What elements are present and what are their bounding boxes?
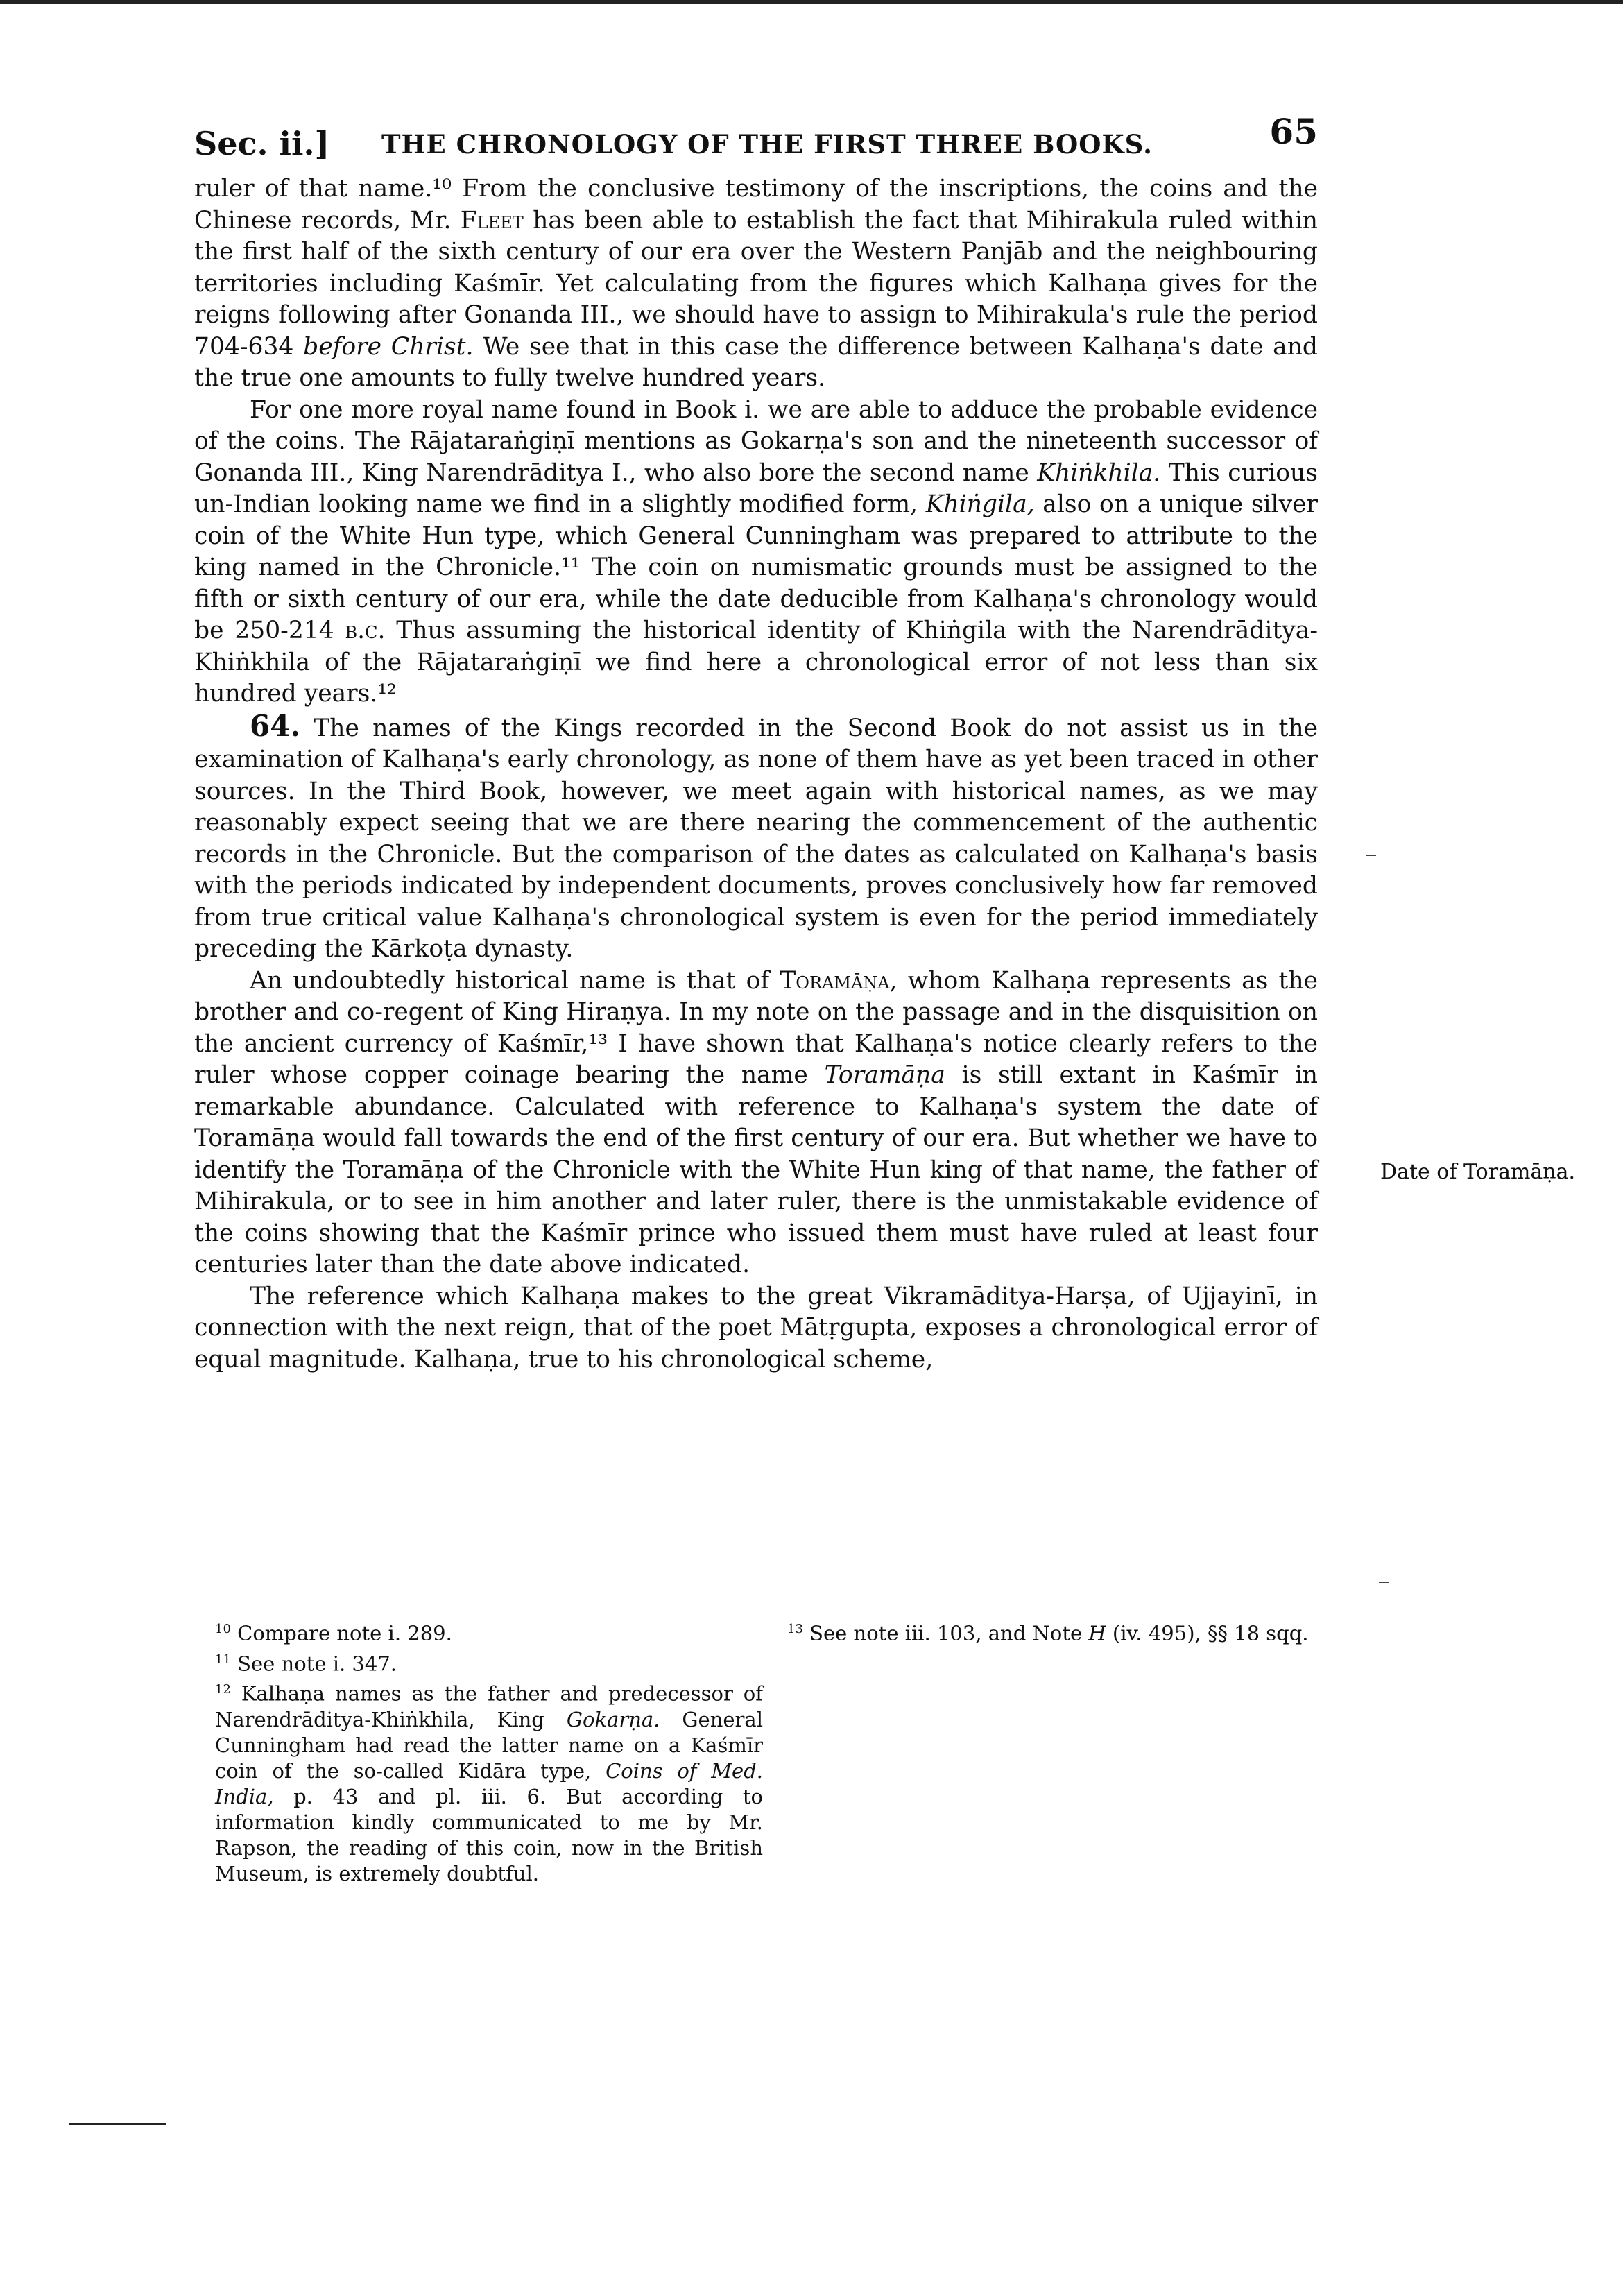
paragraph-64: [194, 710, 1318, 966]
era-abbrev: b.c.: [345, 617, 386, 644]
text-run: For one more royal name found in Book i. we are able to adduce the probable evidence of the coins. The Rājataraṅgiṇī mentions as Gokarṇa's son and the nineteenth successor of Gonanda III., King Narendrāditya I., who also bore the second name: [194, 395, 1318, 487]
margin-mark: [1379, 1582, 1389, 1583]
page-number: 65: [1269, 111, 1318, 152]
text-run: We see that in this case the difference between Kalhaṇa's date and the true one amounts to fully twelve hundred years.: [194, 332, 1318, 392]
text-run: , whom Kalhaṇa represents as the brother and co-regent of King Hiraṇya. In my note on the passage and in the disquisition on the ancient currency of Kaśmīr,¹³ I have shown that Kalhaṇa's notice clearly refers to the ruler whose copper coinage bearing the name: [194, 966, 1318, 1089]
text-run: is still extant in Kaśmīr in remarkable abundance. Calculated with reference to Kalhaṇa's system the date of Toramāṇa would fall towards the end of the first century of our era. But whether we have to identify the Toramāṇa of the Chronicle with the White Hun king of that name, the father of Mihirakula, or to see in him another and later ruler, there is the unmistakable evidence of the coins showing that the Kaśmīr prince who issued them must have ruled at least four centuries later than the date above indicated.: [194, 1061, 1318, 1278]
footnote-text: See note i. 347.: [230, 1652, 397, 1676]
italic-text: before Christ.: [303, 332, 474, 361]
section-label: Sec. ii.]: [194, 125, 330, 162]
page-header: [194, 111, 1318, 166]
footnote-text: See note iii. 103, and Note: [802, 1621, 1089, 1645]
text-run: This curious un-Indian looking name we find in a slightly modified form,: [194, 459, 1318, 518]
footnote-marker: 11: [215, 1652, 231, 1667]
paragraph-1: [194, 173, 1318, 395]
footnote-text: Compare note i. 289.: [230, 1621, 452, 1645]
text-run: Thus assuming the historical identity of Khiṅgila with the Narendrāditya-Khiṅkhila of the Rājataraṅgiṇī we find here a chronological error of not less than six hundred years.¹²: [194, 617, 1319, 708]
text-run: also on a unique silver coin of the White Hun type, which General Cunningham was prepared to attribute to the king named in the Chronicle.¹¹ The coin on numismatic grounds must be assigned to the fifth or sixth century of our era, while the date deducible from Kalhaṇa's chronology would be 250-214: [194, 490, 1318, 644]
italic-text: Coins of Med. India,: [215, 1758, 763, 1808]
paragraph-2: [194, 395, 1318, 710]
italic-text: Gokarṇa.: [566, 1707, 660, 1731]
text-run: The reference which Kalhaṇa makes to the great Vikramāditya-Harṣa, of Ujjayinī, in connection with the next reign, that of the poet Mātṛgupta, exposes a chronological error of equal magnitude. Kalhaṇa, true to his chronological scheme,: [194, 1282, 1318, 1373]
footnote-column-right: [787, 1616, 1335, 1647]
italic-text: Khiṅkhila.: [1037, 459, 1161, 487]
footnote-text: (iv. 495), §§ 18 sqq.: [1106, 1621, 1309, 1645]
footnote-column-left: [215, 1616, 763, 1887]
footnote-text: General Cunningham had read the latter name on a Kaśmīr coin of the so-called Kidāra type,: [215, 1707, 763, 1783]
footnote-marker: 12: [215, 1682, 231, 1697]
footnote-11: [215, 1647, 763, 1677]
italic-text: H: [1088, 1621, 1106, 1645]
text-run: ruler of that name.¹⁰ From the conclusive testimony of the inscriptions, the coins and the Chinese records, Mr.: [194, 175, 1318, 234]
footnote-marker: 13: [787, 1622, 803, 1636]
author-name: Fleet: [460, 206, 524, 234]
footnote-marker: 10: [215, 1622, 231, 1636]
italic-text: Khiṅgila,: [925, 490, 1035, 518]
footnote-12: [215, 1677, 763, 1887]
body-text: [194, 173, 1318, 1376]
margin-rule: [69, 2123, 166, 2125]
royal-name: Toramāṇa: [780, 966, 890, 995]
text-run: The names of the Kings recorded in the Second Book do not assist us in the examination of Kalhaṇa's early chronology, as none of them have as yet been traced in other sources. In the Third Book, however, we meet again with historical names, as we may reasonably expect seeing that we are there nearing the commencement of the authentic records in the Chronicle. But the comparison of the dates as calculated on Kalhaṇa's basis with the periods indicated by independent documents, proves conclusively how far removed from true critical value Kalhaṇa's chronological system is even for the period immediately preceding the Kārkoṭa dynasty.: [194, 714, 1318, 963]
margin-note: Date of Toramāṇa.: [1380, 1160, 1576, 1184]
italic-text: Toramāṇa: [824, 1061, 945, 1089]
footnote-text: p. 43 and pl. iii. 6. But according to information kindly communicated to me by Mr. Rapson, the reading of this coin, now in the British Museum, is extremely doubtful.: [215, 1784, 763, 1885]
paragraph-toramana: [194, 966, 1318, 1281]
top-rule: [0, 0, 1623, 4]
running-title: THE CHRONOLOGY OF THE FIRST THREE BOOKS.: [381, 129, 1153, 160]
footnote-13: [787, 1616, 1335, 1647]
footnote-10: [215, 1616, 763, 1647]
text-run: An undoubtedly historical name is that of: [250, 966, 780, 995]
text-run: has been able to establish the fact that Mihirakula ruled within the first half of the sixth century of our era over the Western Panjāb and the neighbouring territories including Kaśmīr. Yet calculating from the figures which Kalhaṇa gives for the reigns following after Gonanda III., we should have to assign to Mihirakula's rule the period 704-634: [194, 206, 1318, 361]
section-number: 64.: [250, 708, 301, 743]
footnote-text: Kalhaṇa names as the father and predecessor of Narendrāditya-Khiṅkhila, King: [215, 1681, 763, 1731]
paragraph-vikramaditya: [194, 1281, 1318, 1376]
margin-mark: [1366, 855, 1376, 856]
